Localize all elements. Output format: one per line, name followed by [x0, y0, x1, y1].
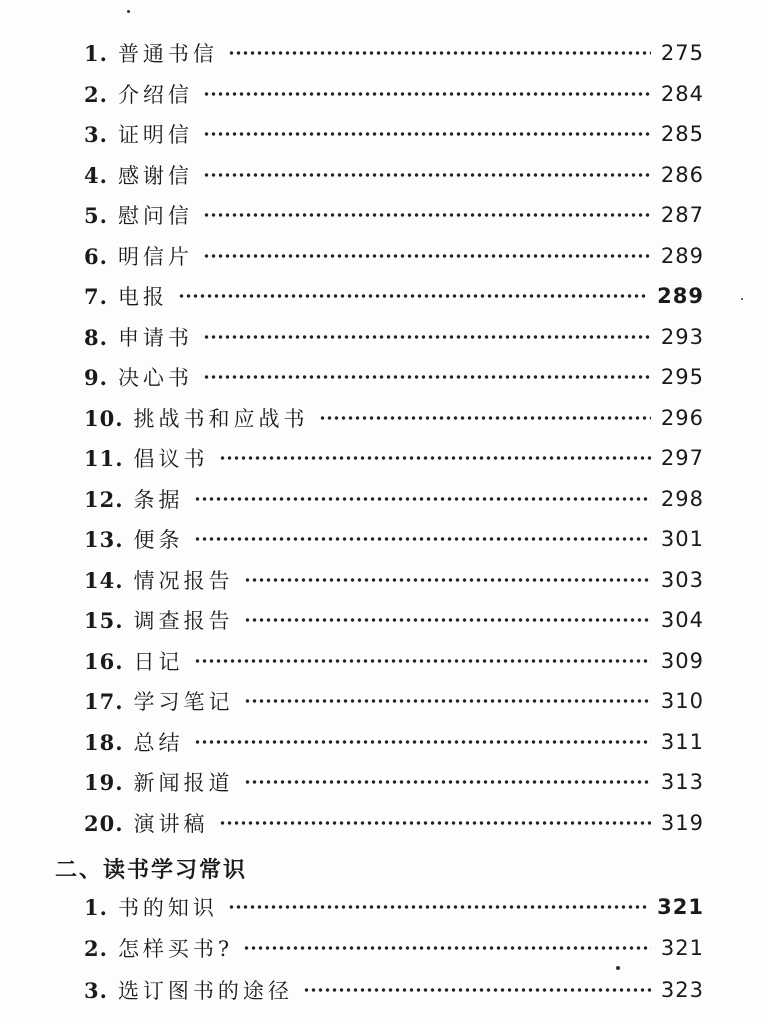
entry-number: 5. — [84, 202, 108, 228]
toc-entry — [84, 725, 704, 759]
entry-page-number: 310 — [660, 689, 704, 713]
entry-page-number: 296 — [660, 406, 704, 430]
entry-page-number: 289 — [660, 244, 704, 268]
toc-entry — [84, 973, 704, 1007]
print-speck — [616, 966, 620, 970]
entry-page-number: 293 — [660, 325, 704, 349]
toc-entry — [84, 441, 704, 475]
entry-number: 12. — [84, 486, 124, 512]
entry-number: 20. — [84, 810, 124, 836]
dot-leader — [219, 820, 651, 826]
entry-number: 2. — [84, 935, 108, 961]
entry-number: 15. — [84, 607, 124, 633]
entry-number: 11. — [84, 445, 124, 471]
entry-number: 7. — [84, 283, 108, 309]
toc-entry — [84, 482, 704, 516]
dot-leader — [228, 50, 651, 56]
dot-leader — [203, 212, 651, 218]
entry-number: 9. — [84, 364, 108, 390]
entry-number: 3. — [84, 121, 108, 147]
dot-leader — [194, 496, 651, 502]
dot-leader — [178, 293, 647, 299]
entry-number: 1. — [84, 40, 108, 66]
entry-page-number: 309 — [660, 649, 704, 673]
dot-leader — [194, 739, 651, 745]
entry-page-number: 313 — [660, 770, 704, 794]
entry-title: 总结 — [133, 731, 184, 755]
entry-page-number: 275 — [660, 41, 704, 65]
entry-number: 3. — [84, 977, 108, 1003]
dot-leader — [203, 374, 651, 380]
entry-title: 条据 — [133, 488, 184, 512]
entry-title: 申请书 — [117, 326, 193, 350]
entry-title: 倡议书 — [133, 447, 209, 471]
entry-page-number: 289 — [657, 284, 704, 308]
entry-title: 情况报告 — [133, 569, 234, 593]
entry-title: 证明信 — [117, 123, 193, 147]
toc-entry — [84, 239, 704, 273]
toc-entry — [84, 931, 704, 965]
entry-page-number: 311 — [660, 730, 704, 754]
entry-title: 电报 — [117, 285, 168, 309]
entry-title: 调查报告 — [133, 609, 234, 633]
dot-leader — [203, 334, 651, 340]
toc-entry — [84, 765, 704, 799]
dot-leader — [228, 904, 647, 910]
entry-page-number: 304 — [660, 608, 704, 632]
toc-entry — [84, 36, 704, 70]
toc-entry — [84, 198, 704, 232]
entry-title: 学习笔记 — [133, 690, 234, 714]
entry-number: 1. — [84, 894, 108, 920]
dot-leader — [244, 577, 651, 583]
entry-number: 6. — [84, 243, 108, 269]
dot-leader — [319, 415, 651, 421]
entry-page-number: 323 — [660, 978, 704, 1002]
entry-title: 决心书 — [117, 366, 193, 390]
entry-number: 13. — [84, 526, 124, 552]
entry-number: 19. — [84, 769, 124, 795]
entry-title: 新闻报道 — [133, 771, 234, 795]
entry-page-number: 295 — [660, 365, 704, 389]
entry-page-number: 321 — [657, 895, 704, 919]
entry-number: 10. — [84, 405, 124, 431]
print-speck — [127, 10, 130, 13]
toc-entry — [84, 603, 704, 637]
entry-title: 慰问信 — [117, 204, 193, 228]
dot-leader — [244, 779, 651, 785]
entry-page-number: 297 — [660, 446, 704, 470]
toc-entry — [84, 684, 704, 718]
entry-page-number: 319 — [660, 811, 704, 835]
entry-title: 普通书信 — [117, 42, 218, 66]
dot-leader — [203, 172, 651, 178]
toc-entry — [84, 279, 704, 313]
toc-entry — [84, 117, 704, 151]
entry-title: 选订图书的途径 — [117, 979, 293, 1003]
entry-title: 书的知识 — [117, 896, 218, 920]
toc-entry — [84, 320, 704, 354]
entry-page-number: 285 — [660, 122, 704, 146]
toc-entry — [84, 360, 704, 394]
dot-leader — [303, 987, 651, 993]
entry-title: 挑战书和应战书 — [133, 407, 309, 431]
entry-title: 便条 — [133, 528, 184, 552]
dot-leader — [244, 617, 651, 623]
toc-entry — [84, 563, 704, 597]
entry-page-number: 284 — [660, 82, 704, 106]
entry-title: 介绍信 — [117, 83, 193, 107]
entry-title: 明信片 — [117, 245, 193, 269]
entry-number: 2. — [84, 81, 108, 107]
toc-entry — [84, 890, 704, 924]
entry-number: 17. — [84, 688, 124, 714]
toc-entry — [84, 522, 704, 556]
toc-entry — [84, 77, 704, 111]
section-heading: 二、读书学习常识 — [55, 857, 248, 883]
entry-page-number: 286 — [660, 163, 704, 187]
dot-leader — [194, 658, 651, 664]
dot-leader — [219, 455, 651, 461]
entry-title: 日记 — [133, 650, 184, 674]
entry-page-number: 287 — [660, 203, 704, 227]
dot-leader — [244, 698, 651, 704]
dot-leader — [203, 253, 651, 259]
toc-entry — [84, 401, 704, 435]
toc-entry — [84, 158, 704, 192]
entry-title: 感谢信 — [117, 164, 193, 188]
entry-number: 8. — [84, 324, 108, 350]
entry-number: 14. — [84, 567, 124, 593]
entry-page-number: 321 — [660, 936, 704, 960]
entry-page-number: 298 — [660, 487, 704, 511]
entry-title: 演讲稿 — [133, 812, 209, 836]
entry-number: 18. — [84, 729, 124, 755]
dot-leader — [243, 945, 651, 951]
entry-number: 4. — [84, 162, 108, 188]
dot-leader — [203, 91, 651, 97]
toc-entry — [84, 644, 704, 678]
entry-title: 怎样买书? — [117, 937, 234, 961]
dot-leader — [194, 536, 651, 542]
dot-leader — [203, 131, 651, 137]
toc-entry — [84, 806, 704, 840]
entry-number: 16. — [84, 648, 124, 674]
entry-page-number: 303 — [660, 568, 704, 592]
entry-page-number: 301 — [660, 527, 704, 551]
print-speck — [741, 298, 743, 300]
